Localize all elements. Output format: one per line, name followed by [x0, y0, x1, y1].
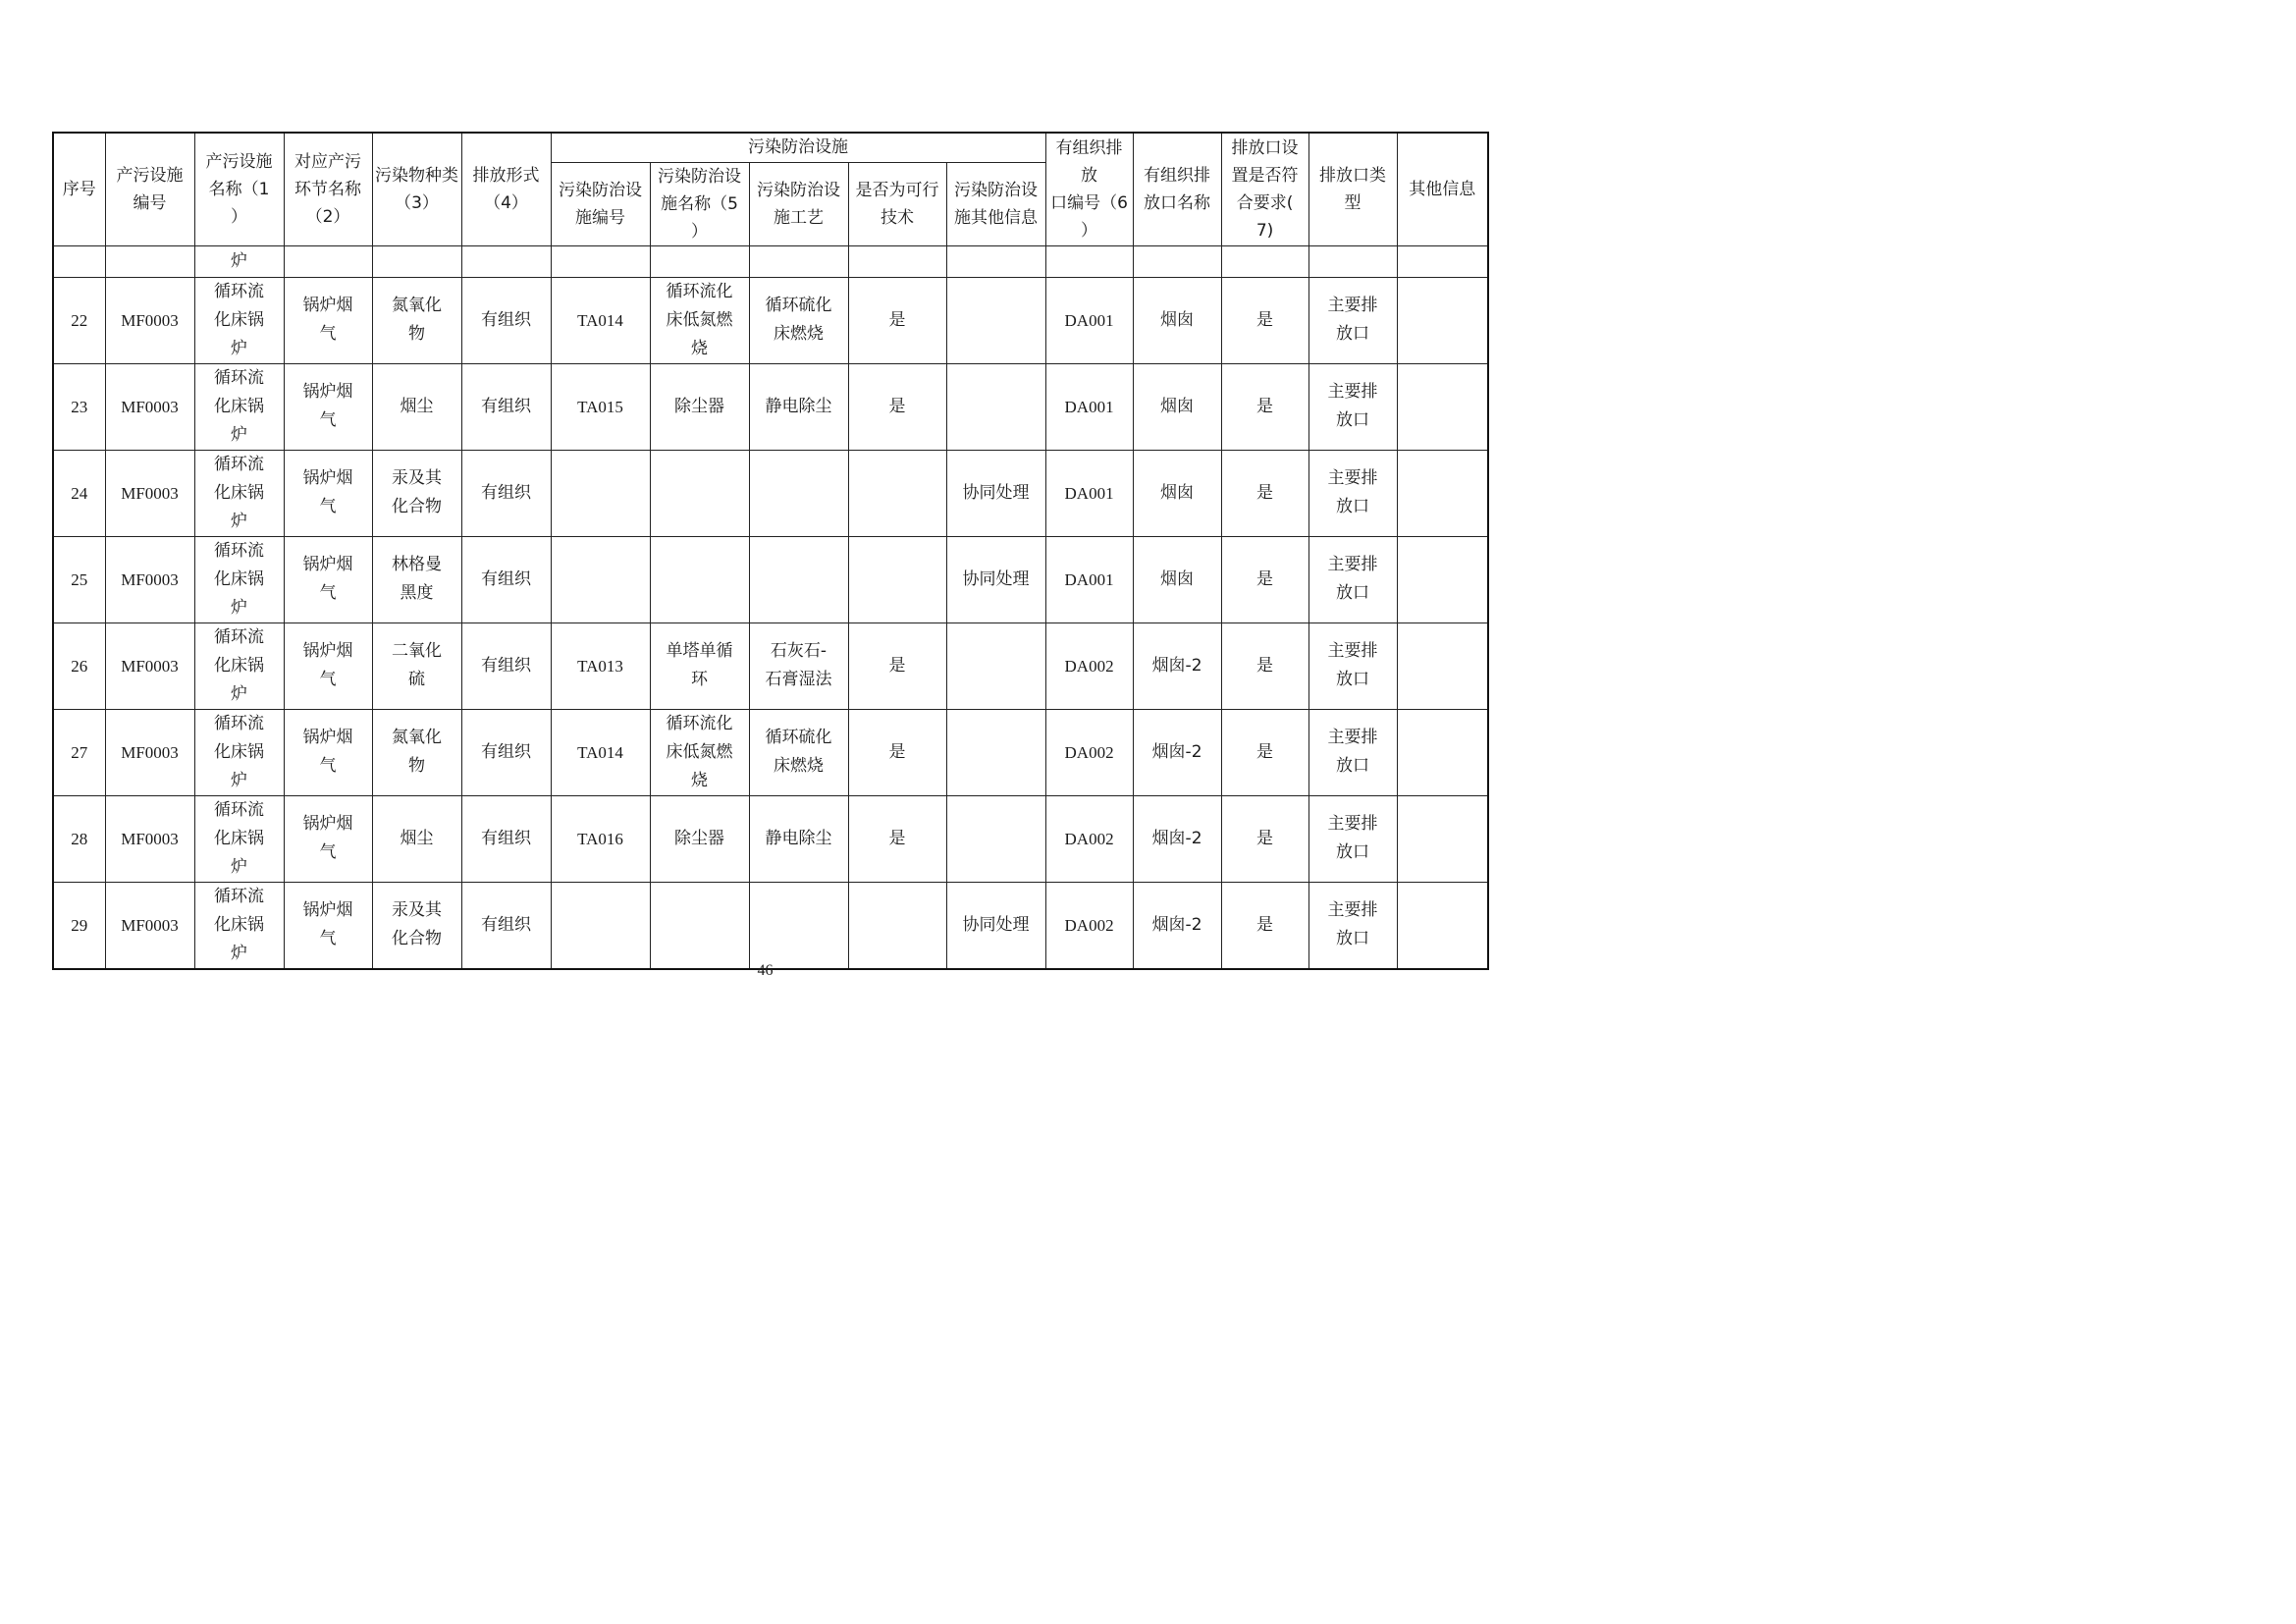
table-cell [551, 245, 650, 277]
cell-emission-form: 有组织 [461, 709, 551, 795]
cell-emission-form: 有组织 [461, 882, 551, 969]
header-emission-form: 排放形式 （4） [461, 133, 551, 245]
cell-emission-form: 有组织 [461, 450, 551, 536]
cell-outlet-id: DA002 [1045, 709, 1133, 795]
table-row [53, 277, 1488, 363]
cell-seq: 27 [53, 709, 105, 795]
cell-pollutant: 烟尘 [372, 795, 461, 882]
cell-control-name: 除尘器 [650, 795, 749, 882]
cell-outlet-name: 烟囱-2 [1133, 709, 1221, 795]
cell-outlet-ok: 是 [1221, 795, 1308, 882]
cell-feasible [848, 536, 946, 623]
header-pollutant: 污染物种类 （3） [372, 133, 461, 245]
cell-control-id: TA015 [551, 363, 650, 450]
table-cell [1397, 245, 1488, 277]
cell-stage-name: 锅炉烟 气 [284, 363, 372, 450]
header-other: 其他信息 [1397, 133, 1488, 245]
cell-facility-name: 循环流 化床锅 炉 [194, 450, 284, 536]
table-cell [946, 245, 1045, 277]
cell-outlet-type: 主要排 放口 [1308, 363, 1397, 450]
cell-feasible: 是 [848, 277, 946, 363]
cell-emission-form: 有组织 [461, 623, 551, 709]
header-seq: 序号 [53, 133, 105, 245]
header-outlet-type: 排放口类 型 [1308, 133, 1397, 245]
cell-outlet-id: DA001 [1045, 536, 1133, 623]
cell-emission-form: 有组织 [461, 277, 551, 363]
cell-control-name: 单塔单循 环 [650, 623, 749, 709]
cell-stage-name: 锅炉烟 气 [284, 277, 372, 363]
cell-control-id: TA013 [551, 623, 650, 709]
cell-outlet-ok: 是 [1221, 882, 1308, 969]
cell-outlet-name: 烟囱 [1133, 363, 1221, 450]
cell-pollutant: 烟尘 [372, 363, 461, 450]
cell-control-process [749, 536, 848, 623]
cell-outlet-type: 主要排 放口 [1308, 709, 1397, 795]
table-row [53, 536, 1488, 623]
cell-feasible: 是 [848, 623, 946, 709]
table-row [53, 709, 1488, 795]
cell-other [1397, 623, 1488, 709]
cell-control-name: 循环流化 床低氮燃 烧 [650, 709, 749, 795]
cell-emission-form: 有组织 [461, 795, 551, 882]
cell-control-name [650, 450, 749, 536]
table-cell [53, 245, 105, 277]
cell-stage-name: 锅炉烟 气 [284, 536, 372, 623]
cell-outlet-ok: 是 [1221, 536, 1308, 623]
cell-control-name: 除尘器 [650, 363, 749, 450]
cell-facility-id: MF0003 [105, 363, 194, 450]
cell-pollutant: 氮氧化 物 [372, 277, 461, 363]
table-body [53, 245, 1488, 969]
cell-seq: 26 [53, 623, 105, 709]
cell-facility-id: MF0003 [105, 536, 194, 623]
cell-control-id [551, 450, 650, 536]
cell-outlet-id: DA002 [1045, 882, 1133, 969]
pollution-facility-table [52, 132, 1489, 970]
cell-outlet-type: 主要排 放口 [1308, 882, 1397, 969]
cell-facility-name: 循环流 化床锅 炉 [194, 709, 284, 795]
page-number: 46 [757, 962, 774, 979]
table-row [53, 795, 1488, 882]
cell-outlet-ok: 是 [1221, 277, 1308, 363]
cell-outlet-name: 烟囱 [1133, 277, 1221, 363]
cell-emission-form: 有组织 [461, 363, 551, 450]
continuation-cell: 炉 [194, 245, 284, 277]
cell-other [1397, 536, 1488, 623]
cell-facility-name: 循环流 化床锅 炉 [194, 795, 284, 882]
cell-control-process: 静电除尘 [749, 795, 848, 882]
cell-stage-name: 锅炉烟 气 [284, 795, 372, 882]
cell-facility-id: MF0003 [105, 882, 194, 969]
cell-control-id: TA014 [551, 277, 650, 363]
cell-outlet-ok: 是 [1221, 623, 1308, 709]
cell-other [1397, 882, 1488, 969]
table-cell [461, 245, 551, 277]
cell-stage-name: 锅炉烟 气 [284, 623, 372, 709]
cell-outlet-id: DA002 [1045, 795, 1133, 882]
header-outlet-id: 有组织排放 口编号（6 ） [1045, 133, 1133, 245]
header-outlet-ok: 排放口设 置是否符 合要求( 7) [1221, 133, 1308, 245]
cell-facility-name: 循环流 化床锅 炉 [194, 536, 284, 623]
cell-other [1397, 795, 1488, 882]
cell-control-other [946, 363, 1045, 450]
cell-outlet-type: 主要排 放口 [1308, 795, 1397, 882]
cell-outlet-name: 烟囱-2 [1133, 795, 1221, 882]
table-cell [284, 245, 372, 277]
cell-seq: 25 [53, 536, 105, 623]
cell-outlet-ok: 是 [1221, 450, 1308, 536]
cell-feasible: 是 [848, 795, 946, 882]
table-cell [749, 245, 848, 277]
cell-outlet-type: 主要排 放口 [1308, 277, 1397, 363]
cell-feasible [848, 450, 946, 536]
cell-pollutant: 林格曼 黑度 [372, 536, 461, 623]
cell-pollutant: 二氧化 硫 [372, 623, 461, 709]
cell-stage-name: 锅炉烟 气 [284, 450, 372, 536]
cell-outlet-id: DA001 [1045, 450, 1133, 536]
cell-control-process: 石灰石- 石膏湿法 [749, 623, 848, 709]
table-row [53, 450, 1488, 536]
cell-other [1397, 709, 1488, 795]
cell-outlet-id: DA001 [1045, 363, 1133, 450]
cell-outlet-ok: 是 [1221, 363, 1308, 450]
cell-control-id: TA016 [551, 795, 650, 882]
table-cell [372, 245, 461, 277]
cell-control-process: 循环硫化 床燃烧 [749, 709, 848, 795]
cell-outlet-type: 主要排 放口 [1308, 623, 1397, 709]
table-cell [1308, 245, 1397, 277]
cell-facility-name: 循环流 化床锅 炉 [194, 882, 284, 969]
cell-facility-id: MF0003 [105, 709, 194, 795]
cell-facility-name: 循环流 化床锅 炉 [194, 363, 284, 450]
cell-seq: 28 [53, 795, 105, 882]
cell-seq: 23 [53, 363, 105, 450]
cell-other [1397, 363, 1488, 450]
cell-outlet-id: DA002 [1045, 623, 1133, 709]
cell-facility-id: MF0003 [105, 277, 194, 363]
cell-outlet-name: 烟囱 [1133, 536, 1221, 623]
cell-control-other: 协同处理 [946, 882, 1045, 969]
cell-feasible [848, 882, 946, 969]
cell-control-other [946, 709, 1045, 795]
cell-outlet-ok: 是 [1221, 709, 1308, 795]
cell-control-name [650, 536, 749, 623]
cell-control-other: 协同处理 [946, 536, 1045, 623]
cell-control-other [946, 795, 1045, 882]
cell-seq: 22 [53, 277, 105, 363]
table-cell [1133, 245, 1221, 277]
header-control-id: 污染防治设 施编号 [551, 162, 650, 245]
cell-other [1397, 450, 1488, 536]
cell-facility-name: 循环流 化床锅 炉 [194, 623, 284, 709]
cell-control-process [749, 882, 848, 969]
cell-pollutant: 汞及其 化合物 [372, 450, 461, 536]
cell-control-name [650, 882, 749, 969]
header-control-name: 污染防治设 施名称（5 ） [650, 162, 749, 245]
header-control-process: 污染防治设 施工艺 [749, 162, 848, 245]
table-cell [105, 245, 194, 277]
header-feasible: 是否为可行 技术 [848, 162, 946, 245]
cell-outlet-name: 烟囱 [1133, 450, 1221, 536]
cell-facility-id: MF0003 [105, 623, 194, 709]
cell-outlet-name: 烟囱-2 [1133, 623, 1221, 709]
header-facility-name: 产污设施 名称（1 ） [194, 133, 284, 245]
cell-pollutant: 氮氧化 物 [372, 709, 461, 795]
cell-pollutant: 汞及其 化合物 [372, 882, 461, 969]
cell-outlet-name: 烟囱-2 [1133, 882, 1221, 969]
cell-facility-id: MF0003 [105, 795, 194, 882]
table-cell [1045, 245, 1133, 277]
cell-control-other [946, 277, 1045, 363]
table-row [53, 882, 1488, 969]
cell-control-id: TA014 [551, 709, 650, 795]
cell-seq: 24 [53, 450, 105, 536]
header-outlet-name: 有组织排 放口名称 [1133, 133, 1221, 245]
cell-facility-name: 循环流 化床锅 炉 [194, 277, 284, 363]
header-facility-id: 产污设施 编号 [105, 133, 194, 245]
cell-emission-form: 有组织 [461, 536, 551, 623]
cell-other [1397, 277, 1488, 363]
table-row [53, 363, 1488, 450]
cell-outlet-id: DA001 [1045, 277, 1133, 363]
cell-control-name: 循环流化 床低氮燃 烧 [650, 277, 749, 363]
cell-control-process: 循环硫化 床燃烧 [749, 277, 848, 363]
cell-stage-name: 锅炉烟 气 [284, 882, 372, 969]
cell-control-id [551, 536, 650, 623]
cell-outlet-type: 主要排 放口 [1308, 450, 1397, 536]
header-stage-name: 对应产污 环节名称 （2） [284, 133, 372, 245]
cell-control-other [946, 623, 1045, 709]
cell-control-other: 协同处理 [946, 450, 1045, 536]
cell-outlet-type: 主要排 放口 [1308, 536, 1397, 623]
table-cell [1221, 245, 1308, 277]
header-control-other: 污染防治设 施其他信息 [946, 162, 1045, 245]
cell-control-process: 静电除尘 [749, 363, 848, 450]
cell-feasible: 是 [848, 709, 946, 795]
cell-control-id [551, 882, 650, 969]
continuation-row [53, 245, 1488, 277]
table-row [53, 623, 1488, 709]
cell-control-process [749, 450, 848, 536]
cell-facility-id: MF0003 [105, 450, 194, 536]
cell-stage-name: 锅炉烟 气 [284, 709, 372, 795]
cell-seq: 29 [53, 882, 105, 969]
table-cell [650, 245, 749, 277]
table-cell [848, 245, 946, 277]
header-control-group: 污染防治设施 [551, 133, 1045, 162]
cell-feasible: 是 [848, 363, 946, 450]
